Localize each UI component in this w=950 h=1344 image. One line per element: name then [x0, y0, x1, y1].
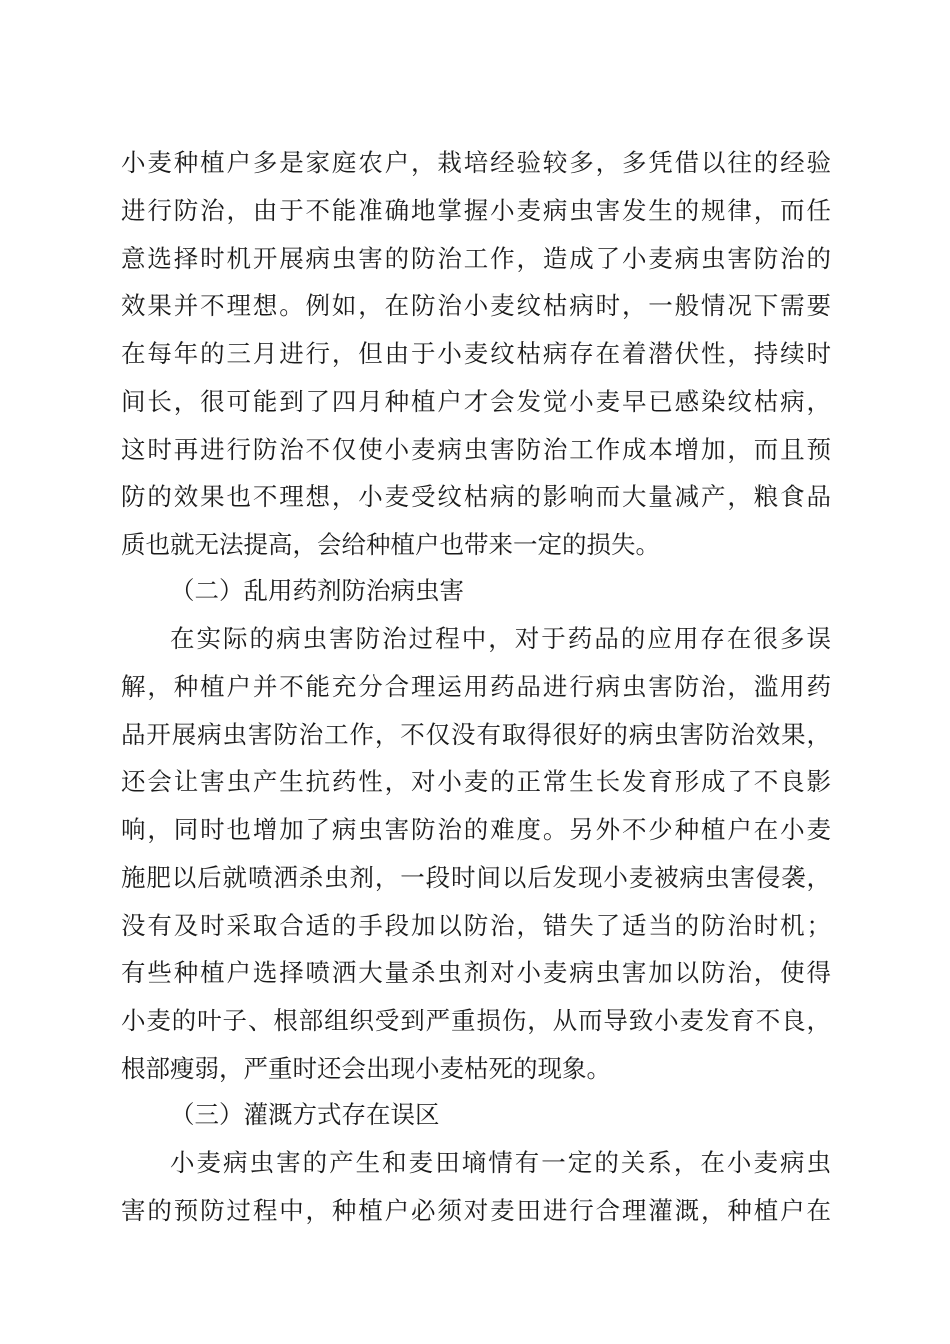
- paragraph-1-line-9: 质也就无法提高，会给种植户也带来一定的损失。: [121, 530, 660, 559]
- paragraph-1-line-2: 进行防治，由于不能准确地掌握小麦病虫害发生的规律，而任: [121, 196, 831, 225]
- paragraph-2-line-3: 品开展病虫害防治工作，不仅没有取得很好的病虫害防治效果，: [121, 720, 831, 749]
- paragraph-2-line-8: 有些种植户选择喷洒大量杀虫剂对小麦病虫害加以防治，使得: [121, 958, 831, 987]
- paragraph-1-line-3: 意选择时机开展病虫害的防治工作，造成了小麦病虫害防治的: [121, 244, 831, 273]
- paragraph-1-line-6: 间长，很可能到了四月种植户才会发觉小麦早已感染纹枯病，: [121, 387, 831, 416]
- paragraph-3-line-2: 害的预防过程中，种植户必须对麦田进行合理灌溉，种植户在: [121, 1196, 831, 1225]
- paragraph-2-line-10: 根部瘦弱，严重时还会出现小麦枯死的现象。: [121, 1054, 611, 1083]
- paragraph-2-line-9: 小麦的叶子、根部组织受到严重损伤，从而导致小麦发育不良，: [121, 1006, 831, 1035]
- paragraph-2-line-2: 解，种植户并不能充分合理运用药品进行病虫害防治，滥用药: [121, 672, 831, 701]
- paragraph-2-line-4: 还会让害虫产生抗药性，对小麦的正常生长发育形成了不良影: [121, 767, 831, 796]
- paragraph-2-line-5: 响，同时也增加了病虫害防治的难度。另外不少种植户在小麦: [121, 815, 831, 844]
- section-heading-2: （二）乱用药剂防治病虫害: [170, 576, 464, 605]
- paragraph-1-line-5: 在每年的三月进行，但由于小麦纹枯病存在着潜伏性，持续时: [121, 339, 831, 368]
- paragraph-1-line-8: 防的效果也不理想，小麦受纹枯病的影响而大量减产，粮食品: [121, 482, 831, 511]
- paragraph-3-line-1: 小麦病虫害的产生和麦田墒情有一定的关系，在小麦病虫: [170, 1148, 831, 1177]
- paragraph-1-line-7: 这时再进行防治不仅使小麦病虫害防治工作成本增加，而且预: [121, 435, 831, 464]
- paragraph-2-line-7: 没有及时采取合适的手段加以防治，错失了适当的防治时机；: [121, 911, 831, 940]
- paragraph-2-line-6: 施肥以后就喷洒杀虫剂，一段时间以后发现小麦被病虫害侵袭，: [121, 863, 831, 892]
- section-heading-3: （三）灌溉方式存在误区: [170, 1100, 440, 1129]
- paragraph-2-line-1: 在实际的病虫害防治过程中，对于药品的应用存在很多误: [170, 624, 831, 653]
- paragraph-1-line-4: 效果并不理想。例如，在防治小麦纹枯病时，一般情况下需要: [121, 291, 831, 320]
- paragraph-1-line-1: 小麦种植户多是家庭农户，栽培经验较多，多凭借以往的经验: [121, 148, 831, 177]
